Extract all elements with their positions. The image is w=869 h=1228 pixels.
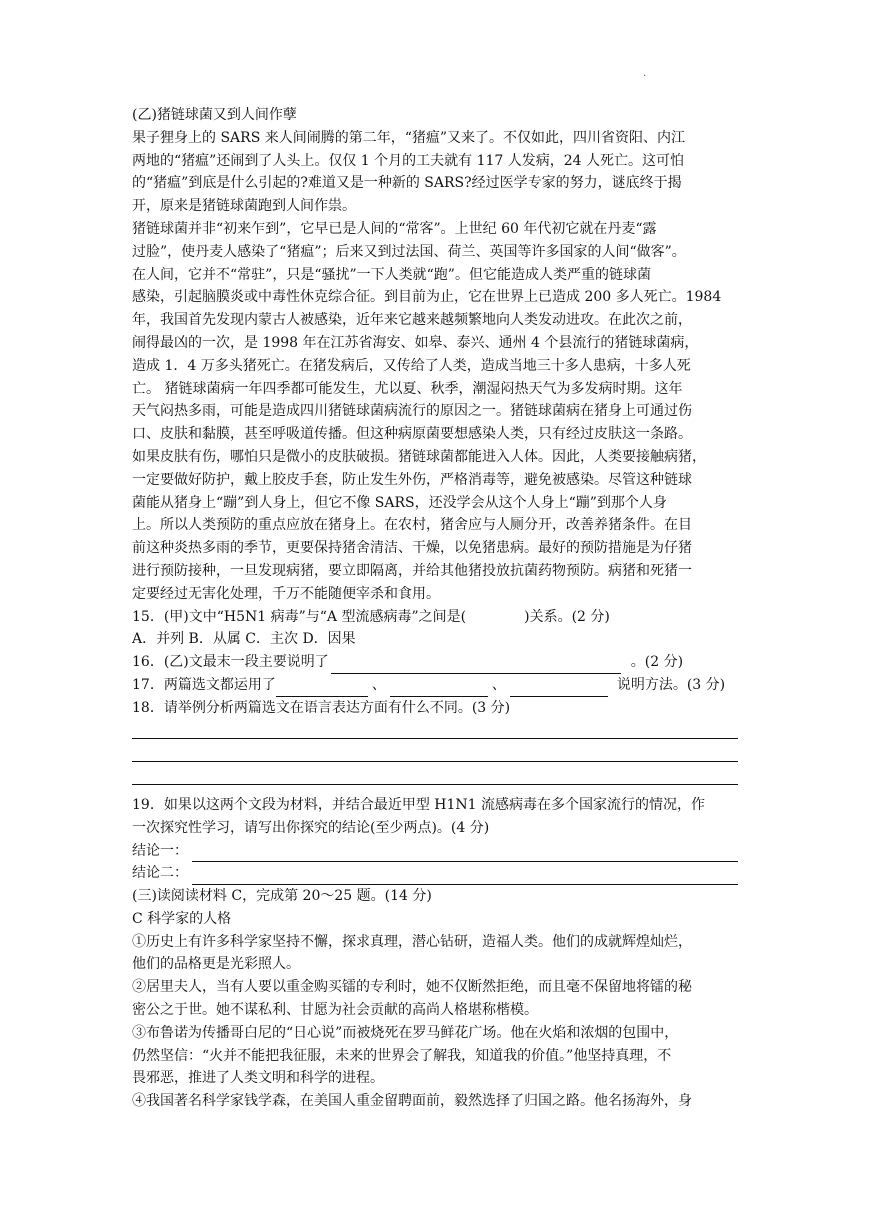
- text-line: 口、皮肤和黏膜，甚至呼吸道传播。但这种病原菌要想感染人类，只有经过皮肤这一条路。: [132, 426, 692, 443]
- text-line: ②居里夫人，当有人要以重金购买镭的专利时，她不仅断然拒绝，而且毫不保留地将镭的秘: [132, 979, 692, 996]
- q17-answer-blank-3[interactable]: [510, 680, 608, 697]
- material-c-title: C 科学家的人格: [132, 910, 232, 927]
- text-line: ①历史上有许多科学家坚持不懈，探求真理，潜心钻研，造福人类。他们的成就辉煌灿烂，: [132, 933, 692, 950]
- question-16: [132, 651, 738, 674]
- conclusion-2-answer-line[interactable]: [192, 868, 738, 885]
- q16-text-pre: 16．(乙)文最末一段主要说明了: [132, 654, 329, 671]
- question-15: [132, 606, 738, 629]
- text-line: 的“猪瘟”到底是什么引起的?难道又是一种新的 SARS?经过医学专家的努力，谜底终于揭: [132, 175, 682, 192]
- text-line: 畏邪恶，推进了人类文明和科学的进程。: [132, 1070, 384, 1087]
- text-line: 密公之于世。她不谋私利、甘愿为社会贡献的高尚人格堪称楷模。: [132, 1002, 538, 1019]
- conclusion-1-row: [132, 840, 738, 863]
- q17-separator: 、: [491, 676, 506, 693]
- question-17: [132, 674, 738, 697]
- q16-text-post: 。(2 分): [630, 654, 684, 671]
- text-line: 如果皮肤有伤，哪怕只是微小的皮肤破损。猪链球菌都能进入人体。因此，人类要接触病猪，: [132, 448, 706, 465]
- question-19-line: 19．如果以这两个文段为材料，并结合最近甲型 H1N1 流感病毒在多个国家流行的情况，作: [132, 796, 705, 813]
- text-line: 仍然坚信：“火并不能把我征服，未来的世界会了解我，知道我的价值。”他坚持真理，不: [132, 1047, 672, 1064]
- section-3-heading: (三)读阅读材料 C，完成第 20～25 题。(14 分): [132, 888, 432, 905]
- q17-text-post: 说明方法。(3 分): [616, 676, 726, 693]
- text-line: 感染，引起脑膜炎或中毒性休克综合征。到目前为止，它在世界上已造成 200 多人死亡。1984: [132, 289, 722, 306]
- q16-answer-blank[interactable]: [331, 657, 621, 674]
- question-18: 18．请举例分析两篇选文在语言表达方面有什么不同。(3 分): [132, 699, 511, 716]
- text-line: 上。所以人类预防的重点应放在猪身上。在农村，猪舍应与人厕分开，改善养猪条件。在目: [132, 517, 692, 534]
- text-line: 开，原来是猪链球菌跑到人间作祟。: [132, 198, 356, 215]
- text-line: 两地的“猪瘟”还闹到了人头上。仅仅 1 个月的工夫就有 117 人发病，24 人死亡。这可怕: [132, 152, 685, 169]
- q18-answer-line[interactable]: [132, 720, 738, 743]
- question-15-options: A．并列 B．从属 C．主次 D．因果: [132, 631, 356, 648]
- text-line: 闹得最凶的一次，是 1998 年在江苏省海安、如皋、泰兴、通州 4 个县流行的猪链球菌病，: [132, 334, 699, 351]
- q15-text-post: )关系。(2 分): [524, 608, 610, 625]
- conclusion-1-label: 结论一：: [132, 842, 188, 859]
- conclusion-2-label: 结论二：: [132, 865, 188, 882]
- q15-text-pre: 15．(甲)文中“H5N1 病毒”与“A 型流感病毒”之间是(: [132, 608, 467, 625]
- text-line: 定要经过无害化处理，千万不能随便宰杀和食用。: [132, 585, 440, 602]
- q17-answer-blank-2[interactable]: [390, 680, 488, 697]
- q17-text-pre: 17．两篇选文都运用了: [132, 676, 276, 693]
- text-line: ③布鲁诺为传播哥白尼的“日心说”而被烧死在罗马鲜花广场。他在火焰和浓烟的包围中，: [132, 1024, 679, 1041]
- text-line: 天气闷热多雨，可能是造成四川猪链球菌病流行的原因之一。猪链球菌病在猪身上可通过伤: [132, 403, 692, 420]
- q18-answer-line[interactable]: [132, 742, 738, 765]
- article-b-heading: (乙)猪链球菌又到人间作孽: [132, 107, 297, 123]
- text-line: 造成 1．4 万多头猪死亡。在猪发病后，又传给了人类，造成当地三十多人患病，十多人死: [132, 357, 691, 374]
- text-line: ④我国著名科学家钱学森，在美国人重金留聘面前，毅然选择了归国之路。他名扬海外，身: [132, 1093, 692, 1110]
- text-line: 前这种炎热多雨的季节，更要保持猪舍清洁、干燥，以免猪患病。最好的预防措施是为仔猪: [132, 540, 692, 557]
- text-line: 过脸”，使丹麦人感染了“猪瘟”；后来又到过法国、荷兰、英国等许多国家的人间“做客”。: [132, 243, 686, 260]
- text-line: 果子狸身上的 SARS 来人间闹腾的第二年，“猪瘟”又来了。不仅如此，四川省资阳、内江: [132, 129, 686, 146]
- q17-answer-blank-1[interactable]: [276, 680, 368, 697]
- text-line: 一定要做好防护，戴上胶皮手套，防止发生外伤，严格消毒等，避免被感染。尽管这种链球: [132, 471, 692, 488]
- exam-page: [132, 104, 738, 1113]
- question-19-line: 一次探究性学习，请写出你探究的结论(至少两点)。(4 分): [132, 819, 490, 836]
- corner-dot: .: [643, 68, 647, 79]
- q17-separator: 、: [371, 676, 386, 693]
- text-line: 在人间，它并不“常驻”，只是“骚扰”一下人类就“跑”。但它能造成人类严重的链球菌: [132, 266, 651, 283]
- conclusion-2-row: [132, 862, 738, 885]
- text-line: 猪链球菌并非“初来乍到”，它早已是人间的“常客”。上世纪 60 年代初它就在丹麦“露: [132, 220, 657, 237]
- text-line: 亡。 猪链球菌病一年四季都可能发生，尤以夏、秋季，潮湿闷热天气为多发病时期。这年: [132, 380, 683, 397]
- q18-answer-line[interactable]: [132, 765, 738, 788]
- text-line: 菌能从猪身上“蹦”到人身上，但它不像 SARS，还没学会从这个人身上“蹦”到那个人身: [132, 494, 667, 511]
- text-line: 年，我国首先发现内蒙古人被感染，近年来它越来越频繁地向人类发动进攻。在此次之前，: [132, 312, 692, 329]
- text-line: 他们的品格更是光彩照人。: [132, 956, 300, 973]
- text-line: 进行预防接种，一旦发现病猪，要立即隔离，并给其他猪投放抗菌药物预防。病猪和死猪一: [132, 562, 692, 579]
- conclusion-1-answer-line[interactable]: [192, 845, 738, 862]
